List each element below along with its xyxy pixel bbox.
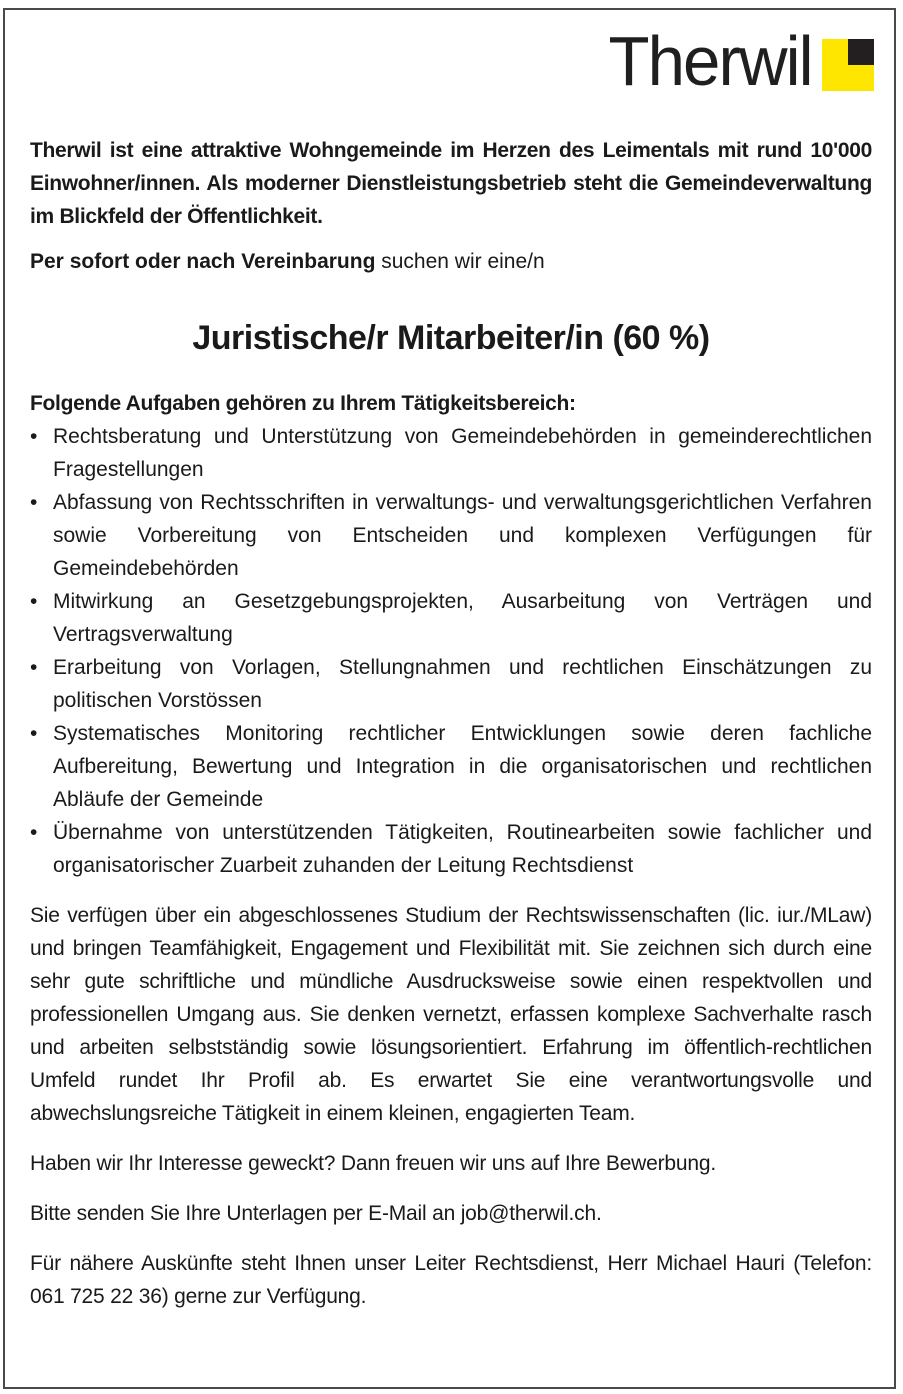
task-item: • Mitwirkung an Gesetzgebungsprojekten, Ausarbeitung von Verträgen und Vertragsverwaltung	[30, 585, 872, 651]
therwil-logo	[600, 22, 874, 100]
task-item: • Erarbeitung von Vorlagen, Stellungnahmen und rechtlichen Einschätzungen zu politischen Vorstössen	[30, 651, 872, 717]
tasks-heading: Folgende Aufgaben gehören zu Ihrem Tätigkeitsbereich:	[30, 392, 576, 415]
email-link[interactable]: job@therwil.ch	[460, 1202, 596, 1225]
tasks-list	[30, 420, 872, 882]
profile-paragraph: Sie verfügen über ein abgeschlossenes Studium der Rechtswissenschaften (lic. iur./MLaw) und bringen Teamfähigkeit, Engagement und Flexibilität mit. Sie zeichnen sich durch eine sehr gute schriftliche und mündliche Ausdrucksweise sowie einen respektvollen und professionellen Umgang aus. Sie denken vernetzt, erfassen komplexe Sachverhalte rasch und arbeiten selbstständig sowie lösungsorientiert. Erfahrung im öffentlich-rechtlichen Umfeld rundet Ihr Profil ab. Es erwartet Sie eine verantwortungsvolle und abwechslungsreiche Tätigkeit in einem kleinen, engagierten Team.	[30, 904, 872, 1125]
contact-paragraph: Für nähere Auskünfte steht Ihnen unser Leiter Rechtsdienst, Herr Michael Hauri (Telefon: 061 725 22 36) gerne zur Verfügung.	[30, 1252, 872, 1308]
job-ad-content	[30, 134, 872, 1330]
task-item: • Übernahme von unterstützenden Tätigkeiten, Routinearbeiten sowie fachlicher und organisatorischer Zuarbeit zuhanden der Leitung Rechtsdienst	[30, 816, 872, 882]
bullet-icon: •	[30, 722, 38, 745]
lead-sentence	[30, 245, 872, 278]
bullet-icon: •	[30, 491, 38, 514]
logo-wordmark: Therwil	[608, 22, 812, 100]
apply-paragraph: Bitte senden Sie Ihre Unterlagen per E-Mail an job@therwil.ch.	[30, 1202, 602, 1225]
bullet-icon: •	[30, 590, 38, 613]
task-item: • Rechtsberatung und Unterstützung von Gemeindebehörden in gemeinderechtlichen Fragestellungen	[30, 420, 872, 486]
logo-square-icon	[822, 39, 874, 91]
logo-square-dark-corner	[848, 39, 874, 65]
bullet-icon: •	[30, 821, 38, 844]
lead-bold: Per sofort oder nach Vereinbarung	[30, 250, 376, 273]
job-title: Juristische/r Mitarbeiter/in (60 %)	[192, 319, 710, 357]
task-item: • Abfassung von Rechtsschriften in verwaltungs- und verwaltungsgerichtlichen Verfahren sowie Vorbereitung von Entscheiden und komplexen Verfügungen für Gemeindebehörden	[30, 486, 872, 585]
intro-paragraph: Therwil ist eine attraktive Wohngemeinde im Herzen des Leimentals mit rund 10'000 Einwohner/innen. Als moderner Dienstleistungsbetrieb steht die Gemeindeverwaltung im Blickfeld der Öffentlichkeit.	[30, 139, 872, 228]
bullet-icon: •	[30, 656, 38, 679]
interest-paragraph: Haben wir Ihr Interesse geweckt? Dann freuen wir uns auf Ihre Bewerbung.	[30, 1152, 716, 1175]
lead-rest: suchen wir eine/n	[375, 250, 545, 273]
task-item: • Systematisches Monitoring rechtlicher Entwicklungen sowie deren fachliche Aufbereitung, Bewertung und Integration in die organisatorischen und rechtlichen Abläufe der Gemeinde	[30, 717, 872, 816]
bullet-icon: •	[30, 425, 38, 448]
